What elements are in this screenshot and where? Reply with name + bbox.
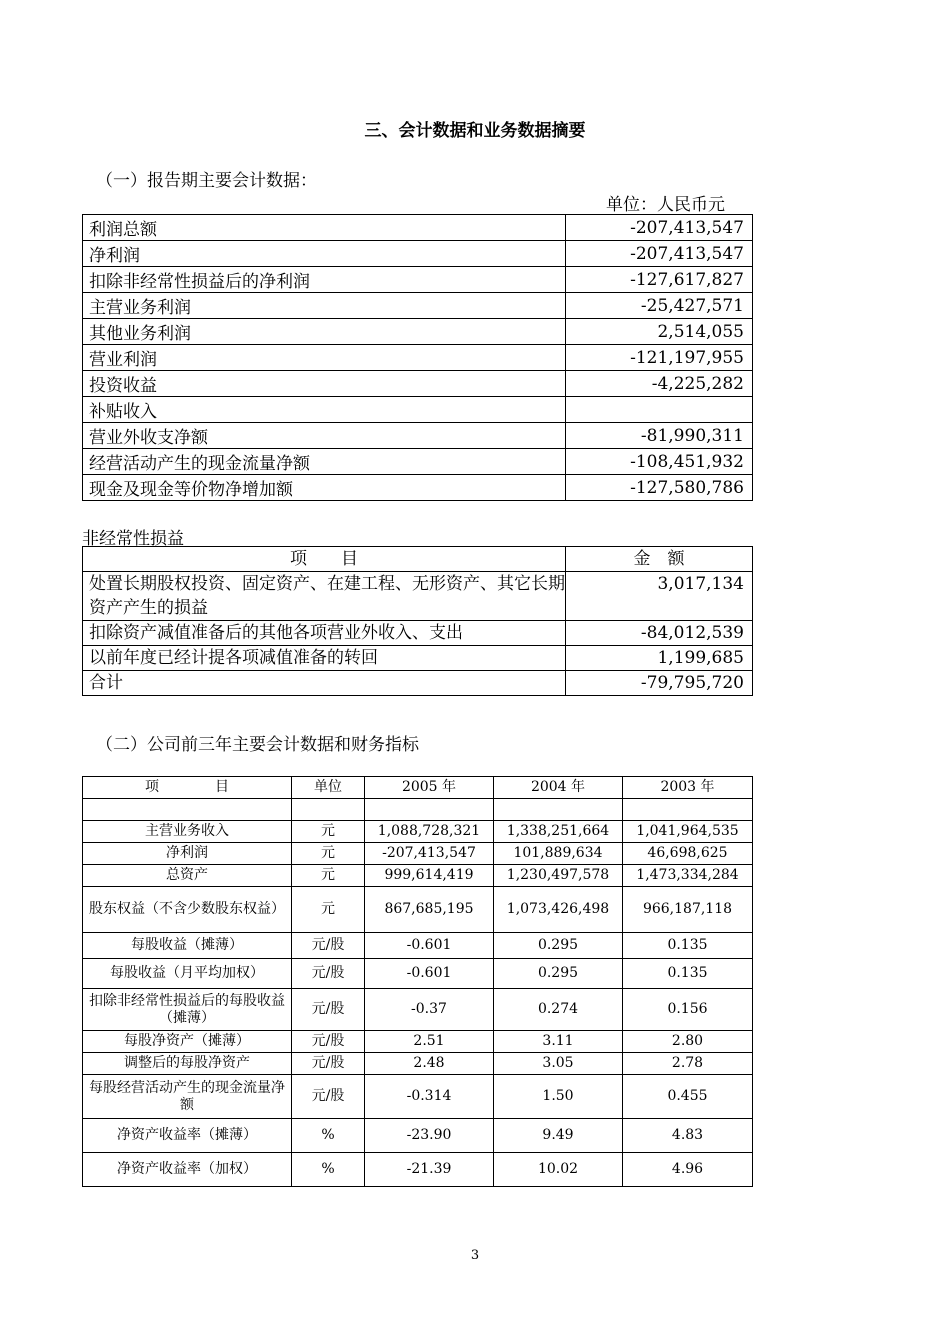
row-unit: 元/股 <box>292 1075 365 1119</box>
page-title: 三、会计数据和业务数据摘要 <box>364 121 586 141</box>
value-2005: -0.37 <box>365 989 494 1031</box>
value-2004: 1,073,426,498 <box>494 887 623 933</box>
row-label: 现金及现金等价物净增加额 <box>83 475 566 501</box>
table-row <box>83 319 753 345</box>
value-2004: 1,338,251,664 <box>494 821 623 843</box>
value-2004: 0.295 <box>494 933 623 959</box>
value-2005: -0.601 <box>365 933 494 959</box>
row-label: 股东权益（不含少数股东权益） <box>83 887 292 933</box>
value-2004: 0.274 <box>494 989 623 1031</box>
value-2003: 4.96 <box>623 1153 753 1187</box>
row-value: 1,199,685 <box>566 646 753 671</box>
table-row <box>83 267 753 293</box>
table-row <box>83 959 753 989</box>
row-label: 每股净资产（摊薄） <box>83 1031 292 1053</box>
row-unit: % <box>292 1153 365 1187</box>
row-unit: 元 <box>292 821 365 843</box>
table-row <box>83 475 753 501</box>
table-row <box>83 989 753 1031</box>
table-row <box>83 371 753 397</box>
value-2003: 1,473,334,284 <box>623 865 753 887</box>
value-2005: 999,614,419 <box>365 865 494 887</box>
currency-unit: 单位：人民币元 <box>606 195 725 215</box>
value-2004: 10.02 <box>494 1153 623 1187</box>
value-2004: 101,889,634 <box>494 843 623 865</box>
table-row <box>83 397 753 423</box>
row-label: 合计 <box>83 671 566 696</box>
table-row <box>83 572 753 621</box>
value-2005: -23.90 <box>365 1119 494 1153</box>
row-label: 扣除非经常性损益后的净利润 <box>83 267 566 293</box>
table-row <box>83 933 753 959</box>
value-2005: 867,685,195 <box>365 887 494 933</box>
row-label: 每股经营活动产生的现金流量净额 <box>83 1075 292 1119</box>
row-value: -127,617,827 <box>566 267 753 293</box>
value-2005: 1,088,728,321 <box>365 821 494 843</box>
row-label: 总资产 <box>83 865 292 887</box>
row-value: 2,514,055 <box>566 319 753 345</box>
column-header: 单位 <box>292 777 365 799</box>
blank-row <box>83 799 753 821</box>
value-2005: -0.601 <box>365 959 494 989</box>
value-2003: 0.455 <box>623 1075 753 1119</box>
table-row <box>83 621 753 646</box>
value-2003: 46,698,625 <box>623 843 753 865</box>
row-unit: % <box>292 1119 365 1153</box>
table-row <box>83 345 753 371</box>
row-label: 每股收益（摊薄） <box>83 933 292 959</box>
row-value: -121,197,955 <box>566 345 753 371</box>
row-label: 净利润 <box>83 843 292 865</box>
value-2005: -0.314 <box>365 1075 494 1119</box>
row-label: 净资产收益率（加权） <box>83 1153 292 1187</box>
row-unit: 元/股 <box>292 1031 365 1053</box>
row-label: 净资产收益率（摊薄） <box>83 1119 292 1153</box>
row-label: 补贴收入 <box>83 397 566 423</box>
value-2004: 1.50 <box>494 1075 623 1119</box>
row-unit: 元/股 <box>292 959 365 989</box>
table-row <box>83 865 753 887</box>
row-value: -79,795,720 <box>566 671 753 696</box>
column-header: 项 目 <box>83 777 292 799</box>
row-label: 净利润 <box>83 241 566 267</box>
row-label: 经营活动产生的现金流量净额 <box>83 449 566 475</box>
nonrecurring-gains-table <box>82 546 753 696</box>
row-unit: 元 <box>292 887 365 933</box>
table-row <box>83 671 753 696</box>
value-2004: 0.295 <box>494 959 623 989</box>
row-value: -207,413,547 <box>566 241 753 267</box>
row-label: 利润总额 <box>83 215 566 241</box>
table-row <box>83 241 753 267</box>
table-row <box>83 1119 753 1153</box>
three-year-data-table <box>82 776 753 1187</box>
value-2003: 0.156 <box>623 989 753 1031</box>
row-unit: 元/股 <box>292 1053 365 1075</box>
row-label: 营业利润 <box>83 345 566 371</box>
row-label: 投资收益 <box>83 371 566 397</box>
row-label: 其他业务利润 <box>83 319 566 345</box>
table-row <box>83 1031 753 1053</box>
table-row <box>83 843 753 865</box>
row-label: 主营业务利润 <box>83 293 566 319</box>
row-label: 扣除非经常性损益后的每股收益（摊薄） <box>83 989 292 1031</box>
value-2003: 2.78 <box>623 1053 753 1075</box>
value-2004: 1,230,497,578 <box>494 865 623 887</box>
table-row <box>83 293 753 319</box>
value-2004: 3.11 <box>494 1031 623 1053</box>
value-2003: 4.83 <box>623 1119 753 1153</box>
value-2003: 0.135 <box>623 933 753 959</box>
nonrecurring-heading: 非经常性损益 <box>82 529 184 549</box>
table-row <box>83 887 753 933</box>
row-unit: 元/股 <box>292 933 365 959</box>
table-row <box>83 423 753 449</box>
column-header: 2005 年 <box>365 777 494 799</box>
row-value: -84,012,539 <box>566 621 753 646</box>
value-2005: -21.39 <box>365 1153 494 1187</box>
row-label: 处置长期股权投资、固定资产、在建工程、无形资产、其它长期资产产生的损益 <box>83 572 566 621</box>
table-row <box>83 821 753 843</box>
value-2003: 2.80 <box>623 1031 753 1053</box>
table-row <box>83 646 753 671</box>
main-accounting-data-table <box>82 214 753 501</box>
value-2003: 966,187,118 <box>623 887 753 933</box>
row-unit: 元 <box>292 843 365 865</box>
row-value: -108,451,932 <box>566 449 753 475</box>
value-2003: 1,041,964,535 <box>623 821 753 843</box>
header-item: 项 目 <box>83 547 566 572</box>
row-label: 每股收益（月平均加权） <box>83 959 292 989</box>
row-value: -127,580,786 <box>566 475 753 501</box>
row-value: 3,017,134 <box>566 572 753 621</box>
table-row <box>83 1153 753 1187</box>
section1-heading: （一）报告期主要会计数据： <box>96 171 317 191</box>
page-number: 3 <box>470 1248 480 1263</box>
section2-heading: （二）公司前三年主要会计数据和财务指标 <box>96 735 419 755</box>
row-label: 主营业务收入 <box>83 821 292 843</box>
row-label: 营业外收支净额 <box>83 423 566 449</box>
value-2003: 0.135 <box>623 959 753 989</box>
row-unit: 元/股 <box>292 989 365 1031</box>
row-value <box>566 397 753 423</box>
column-header: 2004 年 <box>494 777 623 799</box>
row-value: -207,413,547 <box>566 215 753 241</box>
value-2005: 2.51 <box>365 1031 494 1053</box>
row-label: 扣除资产减值准备后的其他各项营业外收入、支出 <box>83 621 566 646</box>
table-row <box>83 1075 753 1119</box>
column-header: 2003 年 <box>623 777 753 799</box>
table-row <box>83 1053 753 1075</box>
row-unit: 元 <box>292 865 365 887</box>
value-2005: 2.48 <box>365 1053 494 1075</box>
row-value: -81,990,311 <box>566 423 753 449</box>
row-value: -4,225,282 <box>566 371 753 397</box>
row-label: 以前年度已经计提各项减值准备的转回 <box>83 646 566 671</box>
value-2004: 9.49 <box>494 1119 623 1153</box>
header-amount: 金 额 <box>566 547 753 572</box>
value-2004: 3.05 <box>494 1053 623 1075</box>
table-row <box>83 215 753 241</box>
value-2005: -207,413,547 <box>365 843 494 865</box>
row-value: -25,427,571 <box>566 293 753 319</box>
row-label: 调整后的每股净资产 <box>83 1053 292 1075</box>
table-row <box>83 449 753 475</box>
